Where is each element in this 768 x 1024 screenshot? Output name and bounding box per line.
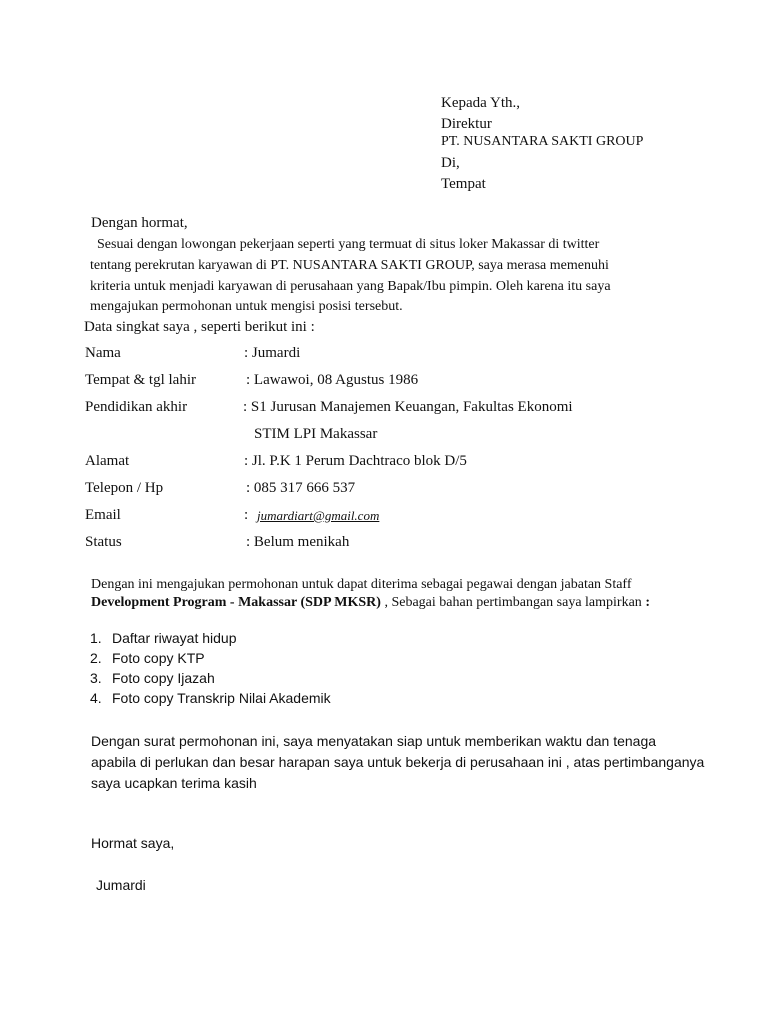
birth-label: Tempat & tgl lahir [85, 372, 197, 388]
list-item [90, 669, 215, 687]
recipient-company: PT. NUSANTARA SAKTI GROUP [441, 134, 644, 149]
list-item-text: Foto copy KTP [112, 650, 205, 666]
list-item-text: Foto copy Transkrip Nilai Akademik [112, 690, 331, 706]
opening-line: Sesuai dengan lowongan pekerjaan seperti yang termuat di situs loker Makassar di twitter [97, 237, 600, 252]
data-intro: Data singkat saya , seperti berikut ini : [84, 319, 315, 335]
name-label: Nama [85, 345, 121, 361]
list-item-text: Daftar riwayat hidup [112, 630, 237, 646]
position-title: Development Program - Makassar (SDP MKSR) [91, 595, 381, 610]
closing-line: saya ucapkan terima kasih [91, 775, 257, 791]
address-label: Alamat [85, 453, 130, 469]
education-label: Pendidikan akhir [85, 399, 188, 415]
application-line-2 [91, 594, 650, 612]
phone-label: Telepon / Hp [85, 480, 164, 496]
status-label: Status [85, 534, 122, 550]
list-item [90, 689, 331, 707]
education-value-2: STIM LPI Makassar [254, 426, 378, 442]
list-item-number: 3. [90, 670, 102, 686]
email-colon: : [244, 507, 249, 523]
list-item [90, 649, 205, 667]
recipient-line-4: Di, [441, 155, 460, 171]
list-item-number: 1. [90, 630, 102, 646]
list-item-number: 2. [90, 650, 102, 666]
opening-line: tentang perekrutan karyawan di PT. NUSANTARA SAKTI GROUP, saya merasa memenuhi [90, 258, 609, 273]
recipient-line-5: Tempat [441, 176, 486, 192]
email-link[interactable]: jumardiart@gmail.com [257, 508, 380, 523]
application-line-2-colon: : [645, 595, 650, 610]
email-label: Email [85, 507, 121, 523]
list-item [90, 629, 237, 647]
list-item-text: Foto copy Ijazah [112, 670, 215, 686]
application-line-1: Dengan ini mengajukan permohonan untuk dapat diterima sebagai pegawai dengan jabatan Staff [91, 577, 632, 592]
recipient-line-2: Direktur [441, 116, 492, 132]
closing-line: Dengan surat permohonan ini, saya menyatakan siap untuk memberikan waktu dan tenaga [91, 733, 657, 749]
opening-line: mengajukan permohonan untuk mengisi posisi tersebut. [90, 299, 403, 314]
birth-value: : Lawawoi, 08 Agustus 1986 [246, 372, 419, 388]
opening-line: kriteria untuk menjadi karyawan di perusahaan yang Bapak/Ibu pimpin. Oleh karena itu saya [90, 279, 611, 294]
signature-name: Jumardi [96, 877, 146, 893]
address-value: : Jl. P.K 1 Perum Dachtraco blok D/5 [244, 453, 467, 469]
phone-value: : 085 317 666 537 [246, 480, 356, 496]
greeting: Dengan hormat, [91, 215, 188, 231]
status-value: : Belum menikah [246, 534, 350, 550]
education-value: : S1 Jurusan Manajemen Keuangan, Fakultas Ekonomi [243, 399, 573, 415]
recipient-line-1: Kepada Yth., [441, 95, 520, 111]
regards: Hormat saya, [91, 835, 175, 851]
list-item-number: 4. [90, 690, 102, 706]
application-line-2-rest: , Sebagai bahan pertimbangan saya lampirkan [380, 595, 646, 610]
closing-line: apabila di perlukan dan besar harapan saya untuk bekerja di perusahaan ini , atas pertimbanganya [91, 754, 705, 770]
name-value: : Jumardi [244, 345, 301, 361]
